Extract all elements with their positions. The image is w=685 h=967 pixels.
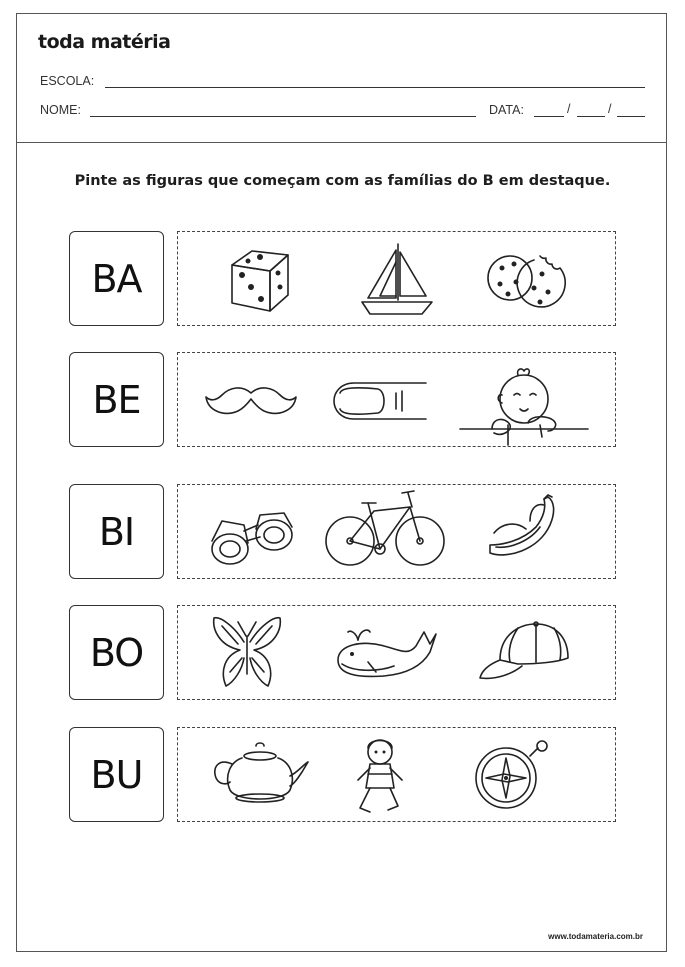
date-year-line[interactable] bbox=[617, 116, 645, 117]
date-month-line[interactable] bbox=[577, 116, 605, 117]
syllable-box: BO bbox=[69, 605, 164, 700]
pictures-row bbox=[177, 231, 616, 326]
date-day-line[interactable] bbox=[534, 116, 564, 117]
pictures-row bbox=[177, 605, 616, 700]
sailboat-icon[interactable] bbox=[356, 242, 436, 318]
bicycle-icon[interactable] bbox=[324, 487, 448, 571]
mustache-icon[interactable] bbox=[204, 385, 298, 419]
name-line[interactable] bbox=[90, 116, 476, 117]
brand-logo: toda matéria bbox=[38, 31, 171, 53]
finger-icon[interactable] bbox=[332, 379, 428, 423]
date-slash: / bbox=[567, 102, 571, 116]
whale-icon[interactable] bbox=[334, 622, 438, 686]
pictures-row bbox=[177, 484, 616, 579]
doll-icon[interactable] bbox=[350, 734, 410, 818]
syllable-box: BI bbox=[69, 484, 164, 579]
butterfly-icon[interactable] bbox=[210, 612, 284, 692]
date-slash: / bbox=[608, 102, 612, 116]
banana-icon[interactable] bbox=[486, 493, 562, 563]
school-line[interactable] bbox=[105, 87, 645, 88]
instruction-text: Pinte as figuras que começam com as famílias do B em destaque. bbox=[74, 173, 611, 189]
pictures-row bbox=[177, 352, 616, 447]
footer-url[interactable]: www.todamateria.com.br bbox=[548, 932, 643, 941]
school-label: ESCOLA: bbox=[40, 74, 95, 88]
binoculars-icon[interactable] bbox=[204, 511, 298, 567]
cap-icon[interactable] bbox=[478, 620, 572, 686]
syllable-box: BE bbox=[69, 352, 164, 447]
cookie-icon[interactable] bbox=[486, 246, 570, 312]
syllable-box: BU bbox=[69, 727, 164, 822]
header-divider bbox=[16, 142, 667, 143]
syllable-box: BA bbox=[69, 231, 164, 326]
dice-icon[interactable] bbox=[226, 245, 302, 315]
baby-icon[interactable] bbox=[458, 365, 592, 445]
name-label: NOME: bbox=[40, 103, 81, 117]
pictures-row bbox=[177, 727, 616, 822]
compass-icon[interactable] bbox=[472, 738, 556, 814]
teapot-icon[interactable] bbox=[212, 742, 312, 808]
date-label: DATA: bbox=[489, 103, 524, 117]
